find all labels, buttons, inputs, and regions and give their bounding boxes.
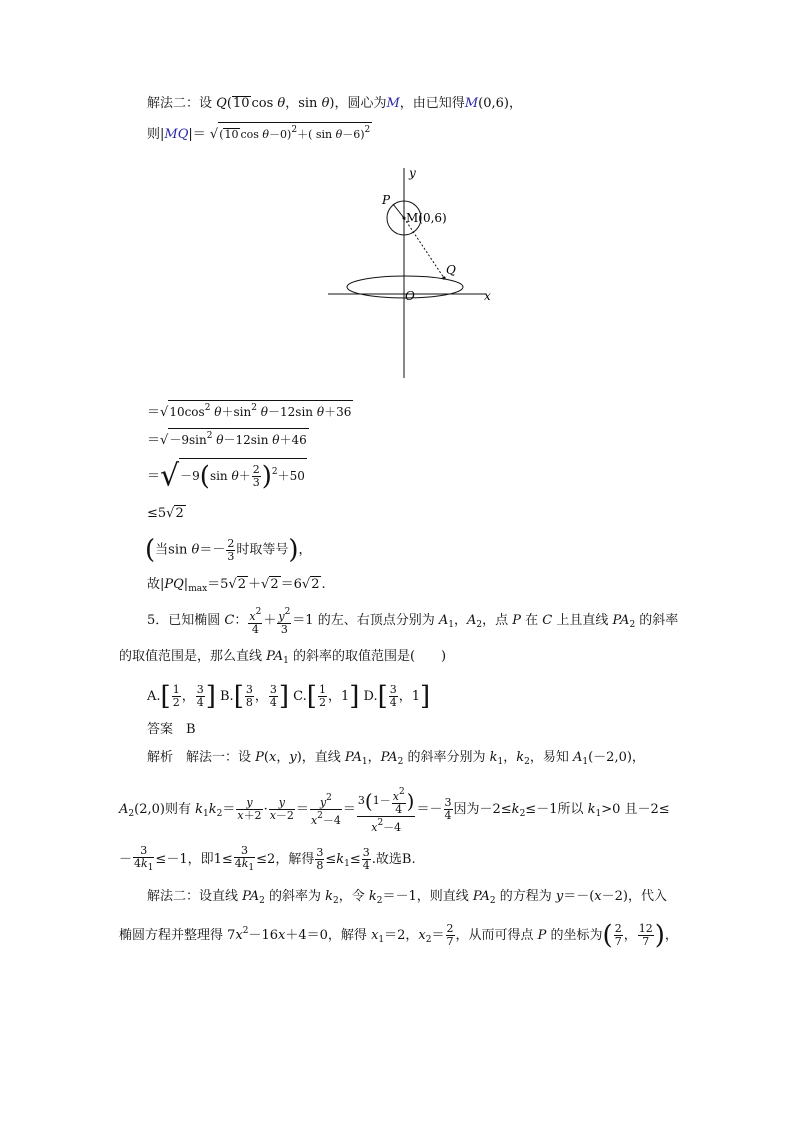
y-axis-label: y bbox=[409, 166, 416, 180]
p-label: P bbox=[382, 193, 391, 207]
option-b: B.[ $\frac{3}{8}$ ， $\frac{3}{4}$ ] bbox=[220, 681, 290, 711]
then-text: 则|MQ|＝ bbox=[147, 127, 206, 142]
x-axis-label: x bbox=[484, 289, 491, 303]
problem5-stem-line2: 的取值范围是，那么直线 $PA_1$ 的斜率的取值范围是( ) bbox=[119, 649, 447, 666]
analysis-line3: － $\frac{3}{4k_1}$ ≤－1，即1≤ $\frac{3}{4k_1}$ ≤2，解得 $\frac{3}{8}$ $\le k_1\le$ $\frac{3}{4}$ .故选B. bbox=[119, 844, 416, 873]
derivation-step1: $=√10\cos^2$ $\theta+\sin^2$ θ－12sin θ＋36 bbox=[147, 400, 353, 422]
option-d: D.[ $\frac{3}{4}$ ，1] bbox=[363, 681, 431, 711]
option-c: C.[ $\frac{1}{2}$ ，1] bbox=[293, 681, 360, 711]
conclusion-line: 故$|PQ|_{max}=5√2 +√2 =6√2$ . bbox=[147, 577, 326, 594]
derivation-step3: ＝√－9(sin θ＋ $\frac{2}{3}$ )$^2$＋50 bbox=[147, 458, 305, 494]
derivation-step2: $=√-9\sin^2$ θ－12sin θ＋46 bbox=[147, 428, 309, 450]
problem5-options bbox=[147, 680, 430, 713]
q-label: Q bbox=[446, 263, 456, 277]
analysis-label: 解析 bbox=[147, 750, 174, 765]
problem5-stem-line1: 5．已知椭圆 C： $\frac{x^2}{4}$ ＋ $\frac{y^2}{3}$ ＝1 的左、右顶点分别为 $A_1$，$A_2$，点 P 在 C 上且直线 $PA_2$ 的斜率 bbox=[147, 606, 679, 636]
mq-formula-line: 则|MQ|＝ √(10 cos θ－0)$^2$＋( sin θ－6)$^2$ bbox=[147, 122, 372, 144]
answer-line bbox=[147, 721, 196, 739]
answer-value: B bbox=[186, 722, 196, 737]
pm-line bbox=[393, 204, 404, 218]
method2-line: 解法二：设 Q(10 cos θ，sin θ)，圆心为M，由已知得M(0,6)， bbox=[147, 96, 522, 111]
m-label: M(0,6) bbox=[406, 211, 447, 225]
method2-line1: 解法二：设直线 $PA_2$ 的斜率为 $k_2$，令 $k_2=-1$，则直线 $PA_2$ 的方程为 y＝－(x－2)，代入 bbox=[147, 889, 667, 906]
derivation-step4: ≤5√2 bbox=[147, 506, 184, 521]
option-a: A.[ $\frac{1}{2}$ ， $\frac{3}{4}$ ] bbox=[147, 681, 216, 711]
geometry-figure bbox=[318, 160, 518, 388]
origin-label: O bbox=[405, 289, 415, 303]
analysis-line2: $A_2(2,0)$则有 $k_1k_2=$ $\frac{y}{x+2}$ · $\frac{y}{x-2}$ ＝ $\frac{y^2}{x^2-4}$ ＝ 3(1－ $\frac{x^2}{4}$ ) $x^2-4$ ＝－ $\frac{3}{4}$ 因为$-2\le k_2\le-1$所以 $k_1>0$ 且－2≤ bbox=[119, 786, 670, 834]
answer-label: 答案 bbox=[147, 722, 174, 737]
equality-condition: (当sin θ＝－ $\frac{2}{3}$ 时取等号)， bbox=[145, 535, 312, 565]
analysis-line1: 解析 解法一：设 P(x，y)，直线 $PA_1$，$PA_2$ 的斜率分别为 $k_1$，$k_2$，易知 $A_1(-2,0)$， bbox=[147, 750, 645, 767]
method2-line2: 椭圆方程并整理得 $7x^2-16x+4=0$，解得 $x_1=2$，$x_2=$ $\frac{2}{7}$ ，从而可得点 P 的坐标为( $\frac{2}{7}$ ， $\frac{12}{7}$ )， bbox=[119, 920, 678, 951]
mq-dashed-line bbox=[404, 218, 444, 278]
method2-full-text: 解法二： bbox=[147, 96, 200, 111]
